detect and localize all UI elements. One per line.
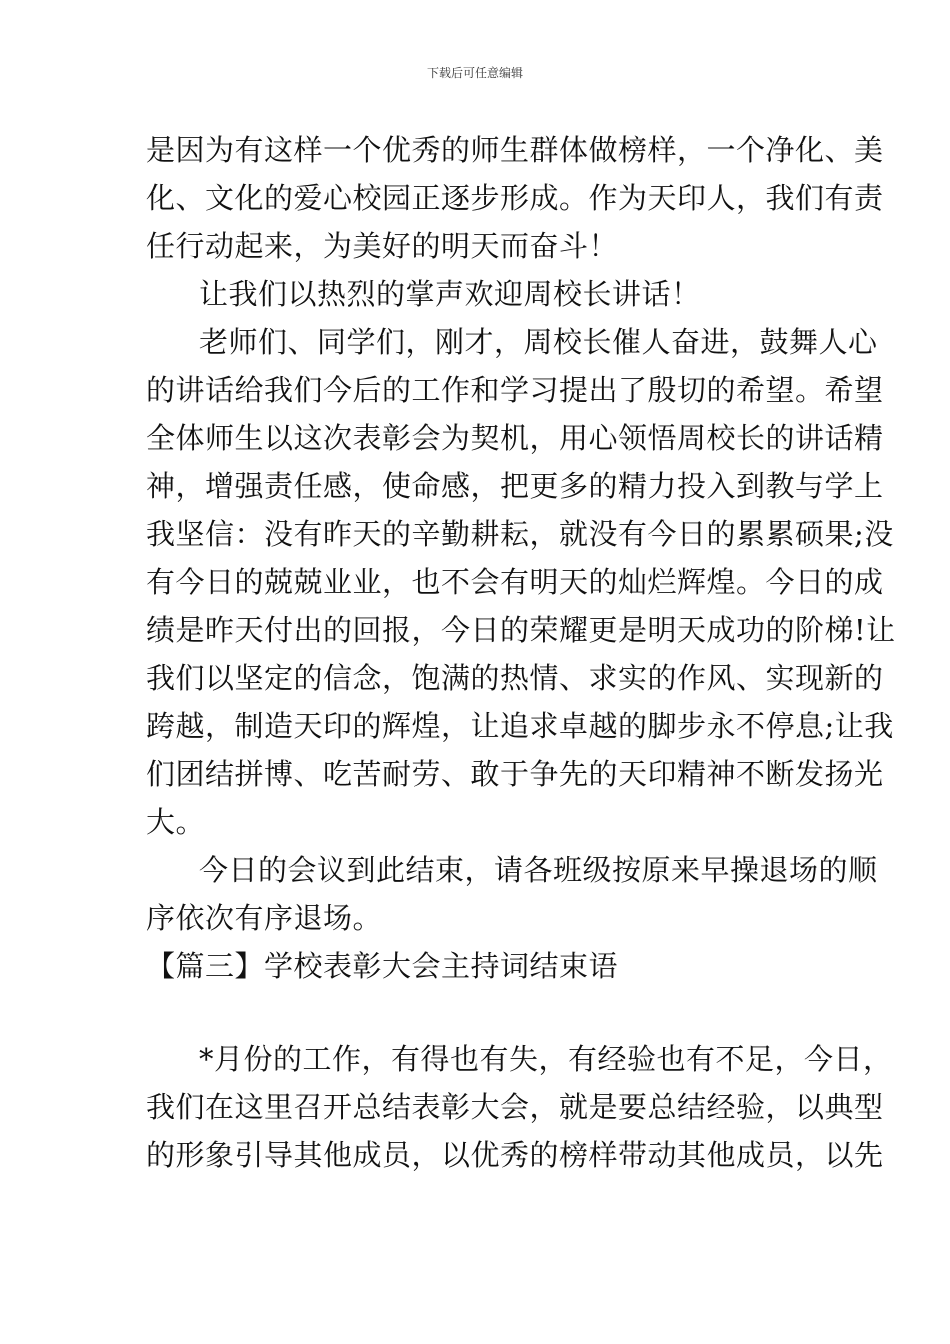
text-line: 绩是昨天付出的回报，今日的荣耀更是明天成功的阶梯!让	[146, 613, 896, 647]
text-line: 让我们以热烈的掌声欢迎周校长讲话！	[199, 277, 701, 311]
text-line: 跨越，制造天印的辉煌，让追求卓越的脚步永不停息;让我	[146, 709, 894, 743]
text-line: 老师们、同学们，刚才，周校长催人奋进，鼓舞人心	[199, 325, 878, 359]
text-line: 我坚信：没有昨天的辛勤耕耘，就没有今日的累累硕果;没	[146, 517, 894, 551]
text-line: 的讲话给我们今后的工作和学习提出了殷切的希望。希望	[146, 373, 884, 407]
text-line: 今日的会议到此结束，请各班级按原来早操退场的顺	[199, 853, 878, 887]
text-line: 是因为有这样一个优秀的师生群体做榜样，一个净化、美	[146, 133, 884, 167]
text-line: 大。	[146, 805, 206, 839]
text-line: 的形象引导其他成员，以优秀的榜样带动其他成员，以先	[146, 1138, 884, 1172]
text-line: 序依次有序退场。	[146, 901, 383, 935]
text-line: 我们以坚定的信念，饱满的热情、求实的作风、实现新的	[146, 661, 884, 695]
page-header-caption: 下载后可任意编辑	[426, 66, 523, 80]
text-line: *月份的工作，有得也有失，有经验也有不足，今日，	[199, 1042, 893, 1076]
text-line: 们团结拼博、吃苦耐劳、敢于争先的天印精神不断发扬光	[146, 757, 884, 791]
section-heading: 【篇三】学校表彰大会主持词结束语	[146, 949, 619, 983]
text-line: 有今日的兢兢业业，也不会有明天的灿烂辉煌。今日的成	[146, 565, 884, 599]
text-line: 全体师生以这次表彰会为契机，用心领悟周校长的讲话精	[146, 421, 884, 455]
blank-spacer	[146, 990, 810, 1035]
text-line: 神，增强责任感，使命感，把更多的精力投入到教与学上	[146, 469, 884, 503]
document-body	[146, 126, 896, 1179]
text-line: 我们在这里召开总结表彰大会，就是要总结经验，以典型	[146, 1090, 884, 1124]
text-line: 任行动起来，为美好的明天而奋斗！	[146, 229, 619, 263]
text-line: 化、文化的爱心校园正逐步形成。作为天印人，我们有责	[146, 181, 884, 215]
